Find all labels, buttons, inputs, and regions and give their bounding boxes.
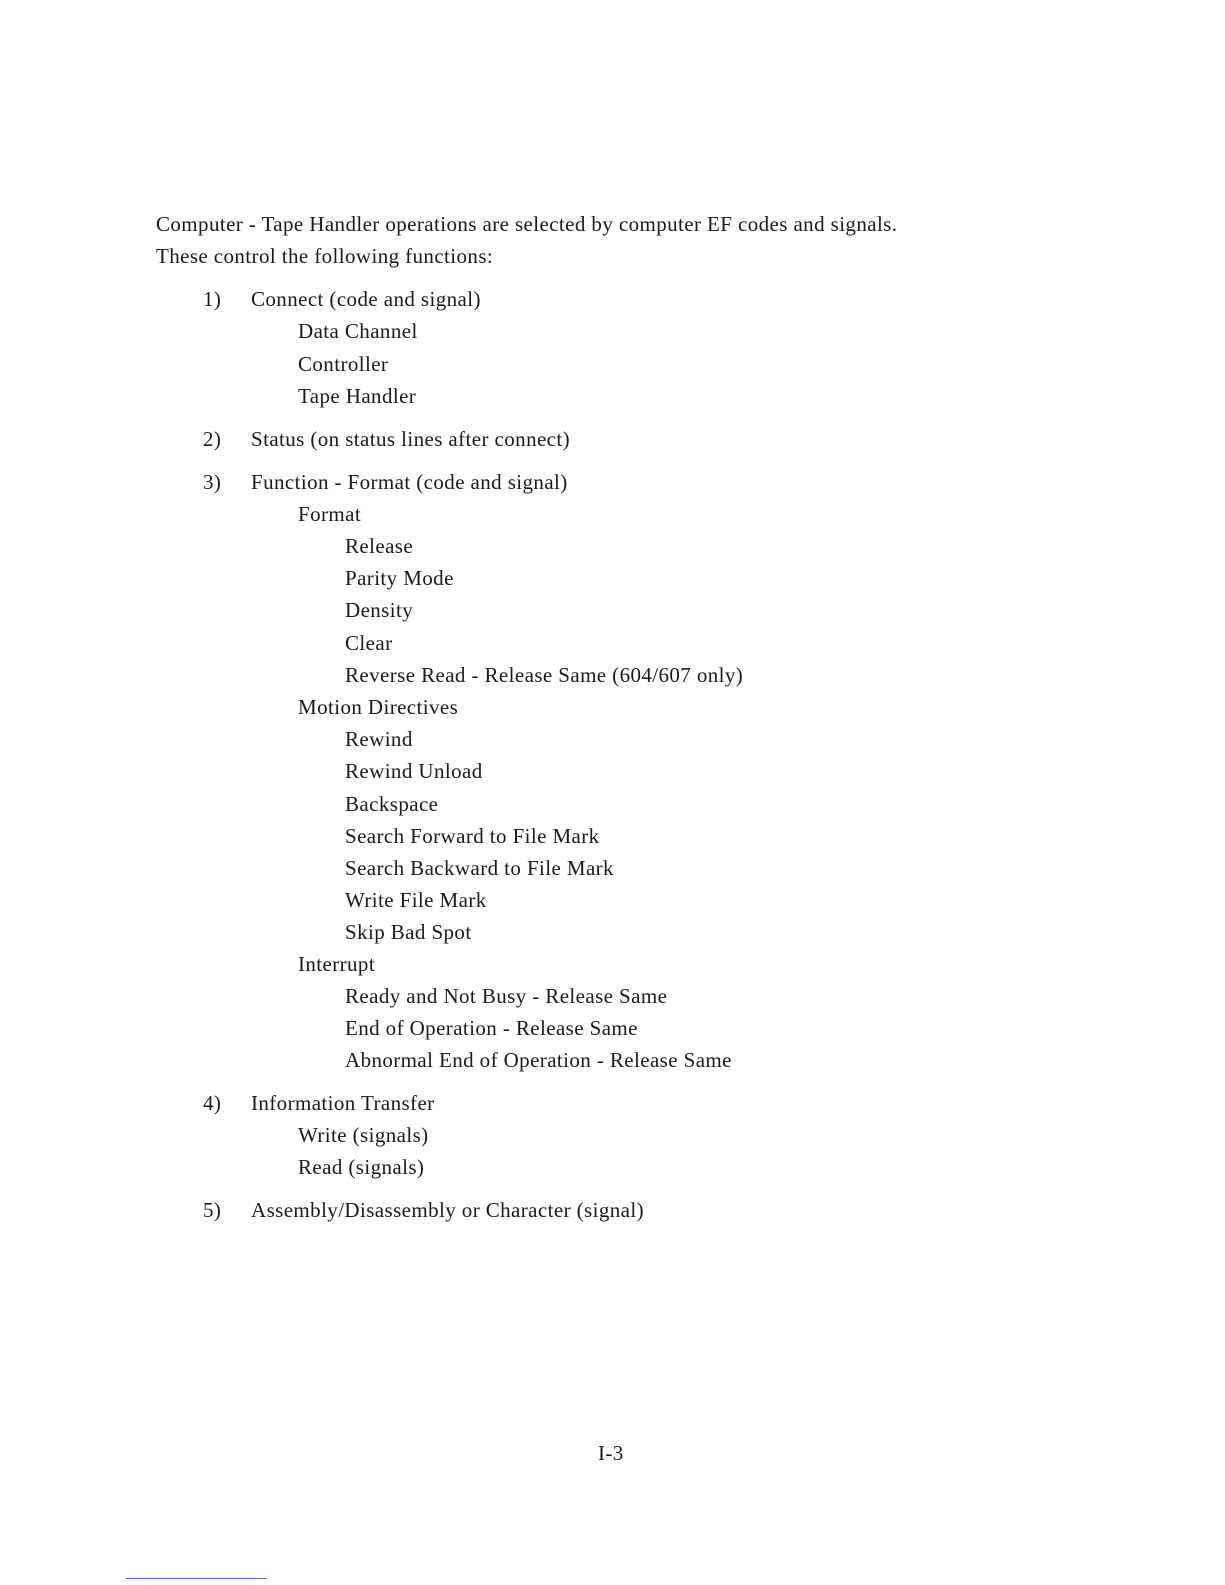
group-label-format: Format <box>298 502 362 526</box>
group-entry: Clear <box>345 631 393 655</box>
group-entry: Write File Mark <box>345 888 487 912</box>
page-number: I-3 <box>598 1441 624 1465</box>
item-number: 4) <box>203 1091 222 1115</box>
subitem: Data Channel <box>298 319 418 343</box>
group-label-motion-directives: Motion Directives <box>298 695 459 719</box>
group-entry: Backspace <box>345 792 439 816</box>
group-entry: Reverse Read - Release Same (604/607 only) <box>345 663 744 687</box>
group-entry: Search Backward to File Mark <box>345 856 614 880</box>
item-title-connect: Connect (code and signal) <box>251 287 481 311</box>
item-title-assembly: Assembly/Disassembly or Character (signal) <box>251 1198 644 1222</box>
group-entry: Search Forward to File Mark <box>345 824 600 848</box>
intro-line-2: These control the following functions: <box>156 244 494 268</box>
group-entry: Parity Mode <box>345 566 454 590</box>
item-title-status: Status (on status lines after connect) <box>251 427 571 451</box>
bottom-edge-line <box>126 1578 267 1579</box>
group-entry: Ready and Not Busy - Release Same <box>345 984 668 1008</box>
group-label-interrupt: Interrupt <box>298 952 376 976</box>
group-entry: Release <box>345 534 414 558</box>
subitem: Write (signals) <box>298 1123 429 1147</box>
item-number: 1) <box>203 287 222 311</box>
group-entry: Rewind Unload <box>345 759 483 783</box>
item-title-function: Function - Format (code and signal) <box>251 470 568 494</box>
group-entry: End of Operation - Release Same <box>345 1016 638 1040</box>
group-entry: Density <box>345 598 414 622</box>
item-title-information-transfer: Information Transfer <box>251 1091 435 1115</box>
group-entry: Rewind <box>345 727 413 751</box>
intro-line-1: Computer - Tape Handler operations are selected by computer EF codes and signals. <box>156 212 898 236</box>
item-number: 2) <box>203 427 222 451</box>
subitem: Read (signals) <box>298 1155 425 1179</box>
subitem: Tape Handler <box>298 384 417 408</box>
group-entry: Skip Bad Spot <box>345 920 472 944</box>
subitem: Controller <box>298 352 389 376</box>
item-number: 3) <box>203 470 222 494</box>
item-number: 5) <box>203 1198 222 1222</box>
group-entry: Abnormal End of Operation - Release Same <box>345 1048 732 1072</box>
